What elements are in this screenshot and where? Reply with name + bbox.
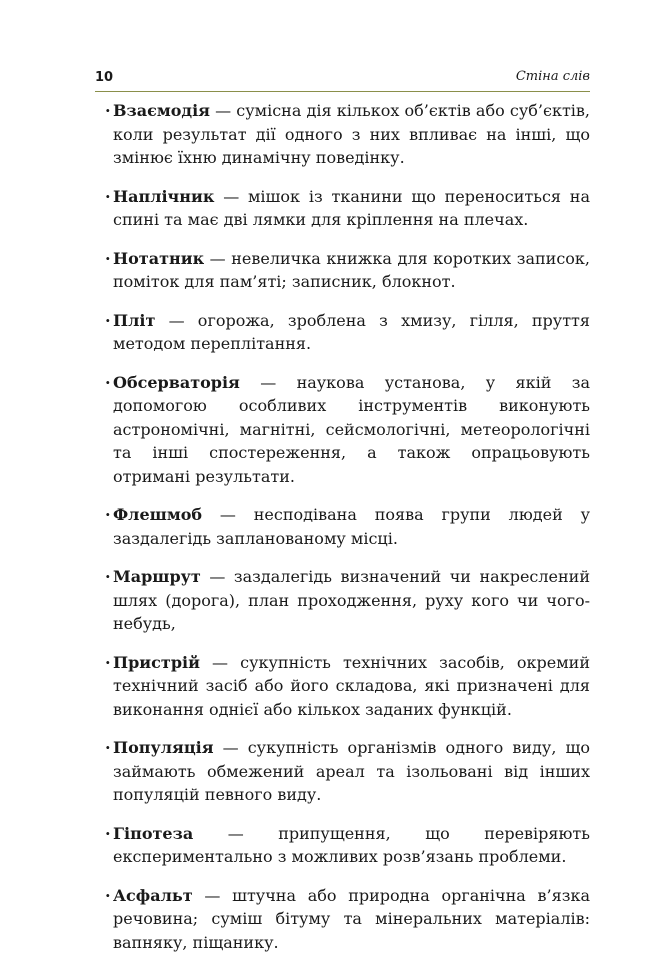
entry-term: Маршрут <box>113 567 201 586</box>
glossary-list <box>105 99 590 969</box>
glossary-entry <box>105 884 590 955</box>
glossary-entry <box>105 309 590 356</box>
bullet-icon: · <box>105 372 111 392</box>
header-rule <box>95 91 590 92</box>
bullet-icon: · <box>105 505 111 524</box>
bullet-icon: · <box>105 885 111 905</box>
entry-term: Наплічник <box>113 186 215 206</box>
entry-definition: — несподівана поява групи людей у заздалегідь запланованому місці. <box>113 505 590 548</box>
glossary-entry <box>105 371 590 489</box>
entry-term: Обсерваторія <box>113 372 240 392</box>
entry-term: Нотатник <box>113 248 205 268</box>
bullet-icon: · <box>105 738 111 757</box>
glossary-entry <box>105 736 590 807</box>
bullet-icon: · <box>105 186 111 206</box>
entry-definition: — сукупність технічних засобів, окремий технічний засіб або його складова, які призначені для виконання однієї або кількох заданих функцій. <box>113 652 590 719</box>
entry-definition: — сукупність організмів одного виду, що займають обмежений ареал та ізольовані від інших популяцій певного виду. <box>113 738 590 804</box>
bullet-icon: · <box>105 101 111 120</box>
entry-term: Взаємодія <box>113 101 210 120</box>
glossary-entry <box>105 651 590 722</box>
page-header <box>95 70 590 90</box>
glossary-entry <box>105 247 590 294</box>
glossary-entry <box>105 185 590 232</box>
glossary-entry <box>105 565 590 636</box>
entry-definition: — припущення, що перевіряють експериментально з можливих розв’язань проблеми. <box>113 823 590 866</box>
entry-definition: — огорожа, зроблена з хмизу, гілля, пруття методом переплітання. <box>113 310 590 353</box>
entry-definition: — наукова установа, у якій за допомогою особливих інструментів виконують астрономічні, магнітні, сейсмологічні, метеорологічні та інші спостереження, а також опрацьовують отримані результати. <box>113 372 590 486</box>
entry-term: Асфальт <box>113 885 193 905</box>
entry-term: Гіпотеза <box>113 823 194 843</box>
glossary-entry <box>105 503 590 550</box>
bullet-icon: · <box>105 567 111 586</box>
entry-definition: — сумісна дія кількох об’єктів або суб’єктів, коли результат дії одного з них впливає на інші, що змінює їхню динамічну поведінку. <box>113 101 590 167</box>
entry-definition: — штучна або природна органічна в’язка речовина; суміш бітуму та мінеральних матеріалів: вапняку, піщанику. <box>113 885 590 952</box>
bullet-icon: · <box>105 310 111 330</box>
entry-term: Популяція <box>113 738 214 757</box>
entry-definition: — невеличка книжка для коротких записок, поміток для пам’яті; записник, блокнот. <box>113 248 590 291</box>
entry-definition: — мішок із тканини що переноситься на спині та має дві лямки для кріплення на плечах. <box>113 186 590 229</box>
entry-term: Пристрій <box>113 652 200 672</box>
running-title: Стіна слів <box>515 69 590 84</box>
glossary-entry <box>105 822 590 869</box>
bullet-icon: · <box>105 823 111 843</box>
entry-definition: — заздалегідь визначений чи накреслений шлях (дорога), план проходження, руху кого чи чого-небудь, <box>113 567 590 633</box>
glossary-entry <box>105 99 590 170</box>
entry-term: Флешмоб <box>113 505 203 524</box>
bullet-icon: · <box>105 652 111 672</box>
bullet-icon: · <box>105 248 111 268</box>
page-number: 10 <box>95 70 114 85</box>
entry-term: Пліт <box>113 310 156 330</box>
